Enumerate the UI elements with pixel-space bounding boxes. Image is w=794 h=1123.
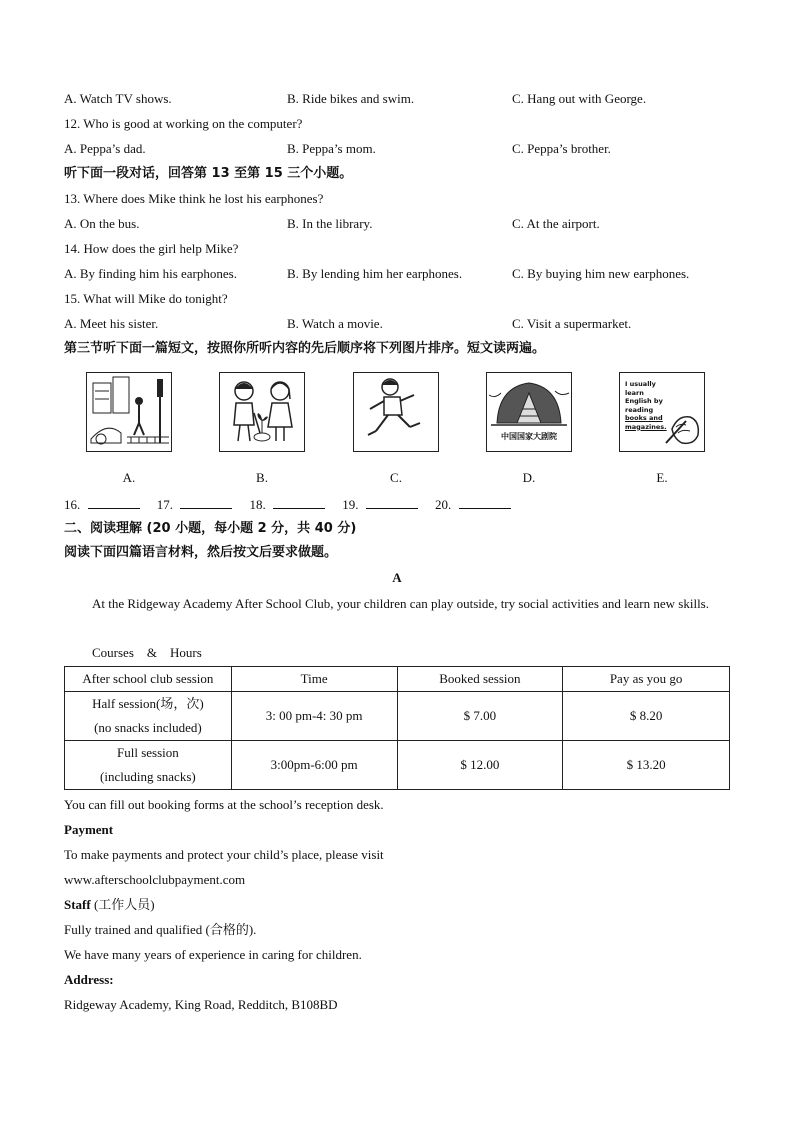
blank-18-label: 18.: [249, 497, 266, 512]
answer-blanks: [64, 494, 525, 514]
staff-heading-line: [64, 895, 730, 915]
writing-hand-icon: [664, 399, 704, 449]
q11-option-a: A. Watch TV shows.: [64, 91, 172, 106]
section-dialog-heading: 听下面一段对话，回答第 13 至第 15 三个小题。: [64, 166, 353, 181]
blank-19-label: 19.: [342, 497, 359, 512]
q14-option-a: A. By finding him his earphones.: [64, 266, 237, 281]
q13-options: [64, 214, 730, 234]
address-heading: Address:: [64, 972, 114, 987]
q11-option-c: C. Hang out with George.: [512, 91, 647, 106]
blank-20-label: 20.: [435, 497, 452, 512]
q12-option-b: B. Peppa’s mom.: [287, 141, 376, 156]
q11-options: [64, 89, 730, 109]
q14-option-c: C. By buying him new earphones.: [512, 266, 690, 281]
courses-caption: Courses & Hours: [92, 645, 202, 660]
payment-text: To make payments and protect your child’s place, please visit: [64, 847, 384, 862]
passage-letter: A: [392, 570, 402, 585]
staff-heading: Staff: [64, 897, 91, 912]
picture-row: [64, 372, 730, 492]
header-payg: Pay as you go: [563, 667, 730, 692]
staff-line-1: Fully trained and qualified (合格的).: [64, 922, 257, 937]
picture-e: [619, 372, 705, 452]
q13-question: 13. Where does Mike think he lost his earphones?: [64, 191, 324, 206]
q12-options: [64, 139, 730, 159]
part2-instruction: 阅读下面四篇语言材料，然后按文后要求做题。: [64, 545, 338, 560]
theater-caption: 中国国家大剧院: [501, 432, 557, 441]
q15-option-c: C. Visit a supermarket.: [512, 316, 632, 331]
session-cell: Half session(场，次) (no snacks included): [65, 692, 232, 741]
booked-cell: $ 7.00: [397, 692, 563, 741]
q13-option-c: C. At the airport.: [512, 216, 600, 231]
staff-line-2: We have many years of experience in caring for children.: [64, 947, 362, 962]
blank-19[interactable]: [366, 494, 418, 509]
blank-17-label: 17.: [156, 497, 173, 512]
blank-16-label: 16.: [64, 497, 81, 512]
q15-option-b: B. Watch a movie.: [287, 316, 383, 331]
payment-url[interactable]: www.afterschoolclubpayment.com: [64, 872, 246, 887]
table-header-row: [65, 667, 730, 692]
picture-e-label: E.: [656, 470, 668, 485]
payg-cell: $ 8.20: [563, 692, 730, 741]
table-row: [65, 692, 730, 741]
time-cell: 3: 00 pm-4: 30 pm: [231, 692, 397, 741]
q14-question: 14. How does the girl help Mike?: [64, 241, 239, 256]
payment-heading: Payment: [64, 822, 114, 837]
passage-intro: At the Ridgeway Academy After School Club, your children can play outside, try social activities and learn new skills.: [92, 596, 709, 611]
time-cell: 3:00pm-6:00 pm: [231, 741, 397, 790]
picture-a-label: A.: [122, 470, 136, 485]
q12-option-a: A. Peppa’s dad.: [64, 141, 146, 156]
picture-b-label: B.: [256, 470, 268, 485]
staff-heading-cn: (工作人员): [93, 897, 155, 912]
picture-c-label: C.: [390, 470, 402, 485]
courses-table: [64, 666, 730, 790]
q15-question: 15. What will Mike do tonight?: [64, 291, 228, 306]
note-text: I usually learn English by reading books and magazines.: [625, 380, 667, 431]
q11-option-b: B. Ride bikes and swim.: [287, 91, 415, 106]
part2-title: 二、阅读理解 (20 小题，每小题 2 分，共 40 分): [64, 521, 357, 536]
picture-c: [353, 372, 439, 452]
q14-options: [64, 264, 730, 284]
q15-option-a: A. Meet his sister.: [64, 316, 159, 331]
picture-d: [486, 372, 572, 452]
header-booked: Booked session: [397, 667, 563, 692]
table-row: [65, 741, 730, 790]
header-session: After school club session: [65, 667, 232, 692]
q14-option-b: B. By lending him her earphones.: [287, 266, 463, 281]
running-boy-icon: [354, 373, 438, 450]
blank-17[interactable]: [180, 494, 232, 509]
picture-d-label: D.: [522, 470, 536, 485]
q13-option-b: B. In the library.: [287, 216, 373, 231]
payg-cell: $ 13.20: [563, 741, 730, 790]
q13-option-a: A. On the bus.: [64, 216, 140, 231]
session-cell: Full session (including snacks): [65, 741, 232, 790]
booking-note: You can fill out booking forms at the school’s reception desk.: [64, 797, 384, 812]
picture-b: [219, 372, 305, 452]
blank-20[interactable]: [459, 494, 511, 509]
blank-18[interactable]: [273, 494, 325, 509]
header-time: Time: [231, 667, 397, 692]
booked-cell: $ 12.00: [397, 741, 563, 790]
national-theater-icon: [487, 373, 571, 433]
q12-question: 12. Who is good at working on the computer?: [64, 116, 303, 131]
blank-16[interactable]: [88, 494, 140, 509]
q15-options: [64, 314, 730, 334]
picture-a: [86, 372, 172, 452]
street-crossing-icon: [87, 373, 171, 450]
q12-option-c: C. Peppa’s brother.: [512, 141, 611, 156]
planting-tree-icon: [220, 373, 304, 450]
section3-heading: 第三节听下面一篇短文，按照你所听内容的先后顺序将下列图片排序。短文读两遍。: [64, 341, 546, 356]
address-text: Ridgeway Academy, King Road, Redditch, B108BD: [64, 997, 338, 1012]
